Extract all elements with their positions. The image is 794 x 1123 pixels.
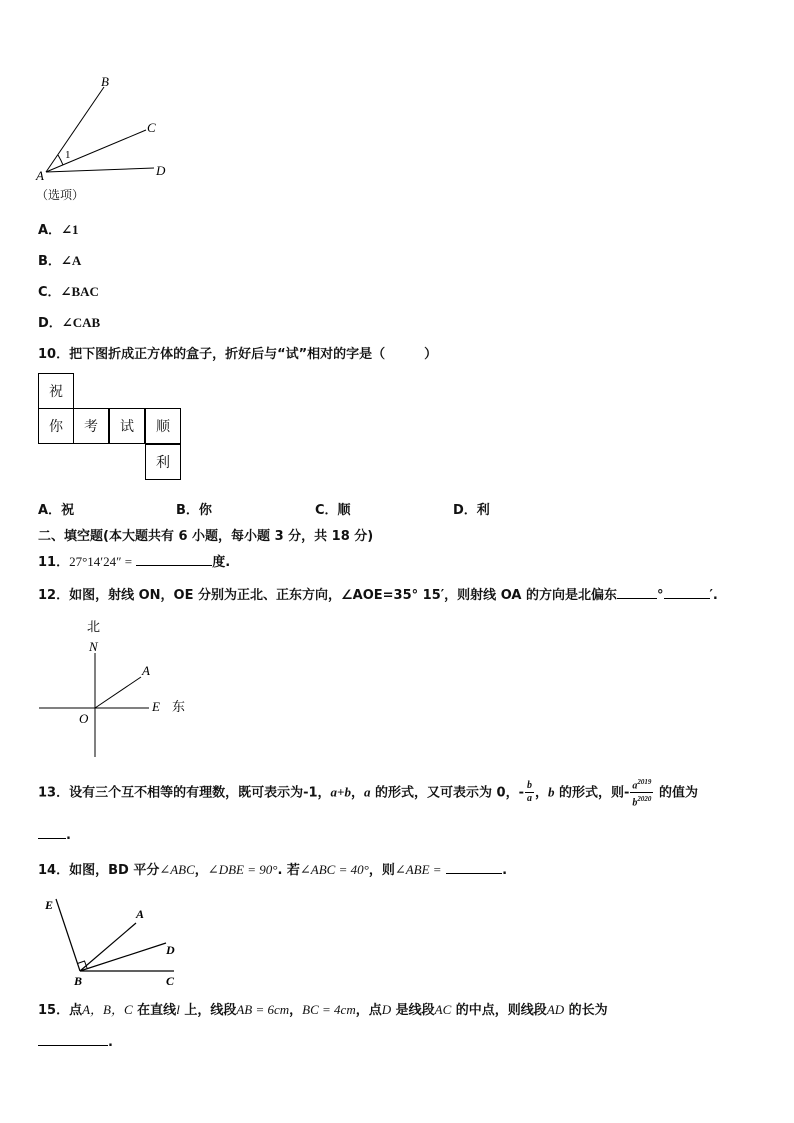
q14-angle-figure	[38, 893, 188, 993]
ray-ac	[46, 130, 146, 172]
q15-ac: AC	[434, 1002, 452, 1017]
q9-caption: （选项）	[36, 188, 85, 202]
q15-text-3: 上，线段	[179, 1003, 237, 1018]
option-text: 祝	[61, 503, 75, 518]
option-letter: A．	[38, 503, 62, 518]
q11-answer-blank[interactable]	[136, 553, 212, 566]
q14-text-1: 14．如图，BD 平分	[38, 863, 160, 878]
q9-angle-figure	[30, 70, 180, 185]
q13-text-1: 13．设有三个互不相等的有理数，既可表示为-1，	[38, 785, 331, 801]
label-d: D	[166, 943, 175, 957]
q15-ab: AB = 6cm	[236, 1002, 290, 1017]
q15-ad: AD	[546, 1002, 565, 1017]
q10-stem: 10．把下图折成正方体的盒子，折好后与“试”相对的字是（ ）	[38, 347, 438, 362]
q15-answer-blank[interactable]	[38, 1033, 108, 1046]
q10-option-d	[453, 499, 490, 518]
label-o: O	[79, 711, 89, 726]
q15-points: A，B，C	[82, 1002, 133, 1017]
label-a: A	[142, 663, 150, 678]
q14	[38, 859, 507, 878]
ray-be	[56, 899, 80, 971]
label-a: A	[136, 907, 145, 921]
q13-b: b	[548, 784, 555, 800]
option-text: ∠CAB	[61, 315, 101, 330]
q15-text-2: 在直线	[132, 1003, 177, 1018]
angle-1-arc	[58, 155, 63, 165]
q13-sep-2: ，	[534, 785, 548, 801]
label-1: 1	[65, 149, 71, 161]
fraction-numerator: b	[526, 780, 532, 792]
q15	[38, 999, 608, 1018]
ray-bd	[80, 943, 166, 971]
q13-a: a	[363, 784, 371, 800]
fraction-denominator: a	[526, 793, 532, 805]
q13-text-2: 的形式，又可表示为 0，-	[370, 785, 524, 801]
q14-angle-abc: ∠ABC	[159, 862, 195, 877]
q12-blank-degrees[interactable]	[617, 586, 657, 599]
q12-minute-mark: ′.	[709, 588, 718, 603]
q13-text-4: 的值为	[654, 785, 698, 801]
ray-ab	[46, 87, 104, 172]
q14-angle-abe: ∠ABE =	[394, 862, 442, 877]
q14-text-2: . 若	[277, 863, 300, 878]
q14-angle-dbe: ∠DBE = 90°	[207, 862, 278, 877]
label-e: E	[45, 898, 54, 912]
option-letter: C．	[315, 503, 338, 518]
q12-direction-figure	[35, 615, 195, 760]
label-b: B	[101, 74, 109, 89]
option-letter: B．	[176, 503, 199, 518]
q13-ab: a+b	[330, 784, 351, 800]
q12-degree-mark: °	[657, 588, 664, 603]
numerator-base: a	[632, 780, 638, 792]
label-d: D	[156, 163, 166, 178]
q15-d: D	[381, 1002, 392, 1017]
option-text: 顺	[337, 503, 351, 518]
q10-option-a	[38, 499, 74, 518]
fraction-denominator	[630, 793, 653, 809]
q13-power-fraction	[630, 776, 653, 810]
label-a: A	[36, 168, 44, 183]
option-text: ∠1	[61, 222, 79, 237]
q12-stem: 12．如图，射线 ON，OE 分别为正北、正东方向，∠AOE=35° 15′，则射线 OA 的方向是北偏东	[38, 588, 617, 603]
q15-text-5: 是线段	[391, 1003, 435, 1018]
q14-text-3: ，则	[368, 863, 395, 878]
option-letter: C．	[38, 285, 61, 300]
q14-answer-blank[interactable]	[446, 861, 502, 874]
q9-option-a	[38, 219, 78, 238]
label-c: C	[166, 974, 175, 988]
q13-sep-1: ，	[350, 785, 364, 801]
fraction-numerator	[630, 776, 653, 793]
q15-text-4: ，点	[355, 1003, 382, 1018]
q9-option-d	[38, 312, 100, 331]
numerator-exponent: 2019	[637, 778, 652, 786]
q13-text-3: 的形式，则-	[554, 785, 630, 801]
net-cell-2: 考	[73, 408, 109, 444]
net-cell-1: 你	[38, 408, 74, 444]
net-cell-3: 试	[109, 408, 145, 444]
q15-sep: ，	[289, 1003, 303, 1018]
net-cell-top: 祝	[38, 373, 74, 409]
option-text: ∠A	[60, 253, 82, 268]
q13-answer-blank[interactable]	[38, 826, 66, 839]
q15-line-l: l	[176, 1002, 180, 1017]
q11	[38, 551, 230, 570]
q13	[38, 776, 698, 810]
q13-fraction-b-over-a	[525, 780, 534, 805]
q11-unit: 度.	[212, 555, 231, 570]
option-letter: D．	[453, 503, 477, 518]
q15-answer-line	[38, 1033, 113, 1050]
q14-end: .	[502, 863, 508, 878]
q14-angle-abc-40: ∠ABC = 40°	[299, 862, 369, 877]
q15-text-6: 的中点，则线段	[451, 1003, 547, 1018]
denominator-exponent: 2020	[637, 795, 652, 804]
q14-sep: ，	[194, 863, 208, 878]
q12-blank-minutes[interactable]	[664, 586, 710, 599]
ray-oa	[95, 677, 141, 708]
label-north: 北	[87, 619, 101, 634]
ray-ba	[80, 923, 136, 971]
q12	[38, 584, 718, 603]
label-c: C	[147, 120, 156, 135]
q15-end: .	[108, 1035, 113, 1050]
q10-option-c	[315, 499, 351, 518]
q9-option-b	[38, 250, 81, 269]
q9-option-c	[38, 281, 99, 300]
q15-text-1: 15．点	[38, 1003, 83, 1018]
q13-end: .	[66, 828, 71, 843]
section-heading: 二、填空题(本大题共有 6 小题，每小题 3 分，共 18 分)	[38, 529, 374, 544]
label-e: E	[152, 699, 160, 714]
q15-text-7: 的长为	[564, 1003, 608, 1018]
label-b: B	[74, 974, 83, 988]
q11-number: 11．	[38, 555, 70, 570]
q15-bc: BC = 4cm	[302, 1002, 356, 1017]
denominator-base: b	[632, 797, 638, 809]
q11-expression: 27°14′24″ =	[69, 554, 133, 569]
q10-option-b	[176, 499, 212, 518]
option-letter: A．	[38, 223, 62, 238]
label-east: 东	[172, 699, 186, 714]
net-cell-4: 顺	[145, 408, 181, 444]
option-text: 你	[198, 503, 212, 518]
label-n: N	[89, 639, 98, 654]
option-letter: D．	[38, 316, 62, 331]
ray-ad	[46, 168, 154, 172]
option-letter: B．	[38, 254, 61, 269]
net-cell-bottom: 利	[145, 444, 181, 480]
q13-answer-line	[38, 826, 71, 843]
option-text: ∠BAC	[60, 284, 99, 299]
option-text: 利	[476, 503, 490, 518]
